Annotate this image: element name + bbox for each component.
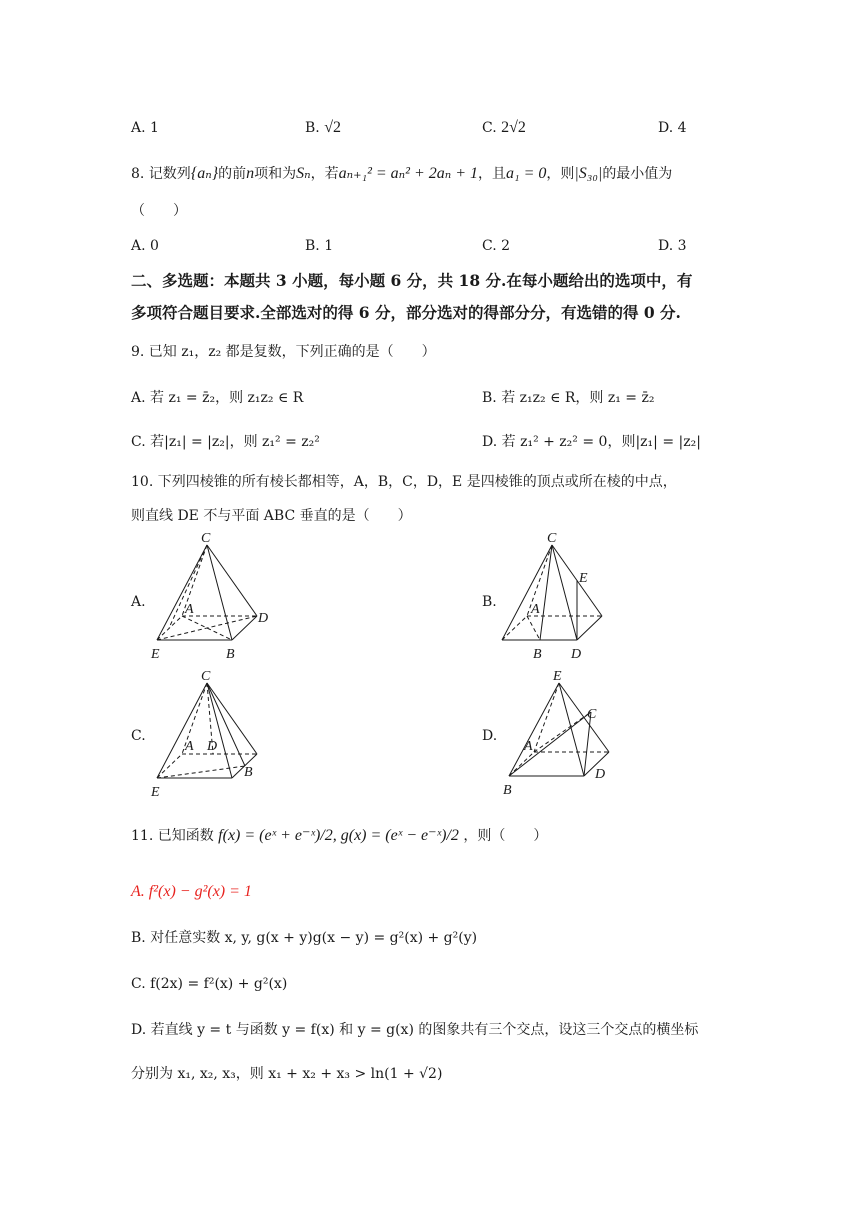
pyramid-c-vertex-b: B [244,765,253,780]
pyramid-d-vertex-c: C [587,707,597,722]
q8-paren: （ ） [131,203,187,219]
q10-option-a-label: A. [131,594,146,610]
pyramid-b-vertex-a: A [531,602,540,617]
pyramid-c-vertex-c: C [201,669,211,684]
q8-option-c: C. 2 [482,238,511,254]
q9-option-a: A. 若 z₁ = z̄₂，则 z₁z₂ ∈ R [131,390,304,406]
q10-stem-line2: 则直线 DE 不与平面 ABC 垂直的是（ ） [131,508,412,524]
q10-option-d-label: D. [482,728,498,744]
pyramid-figure-a [145,530,285,665]
q7-option-b: B. √2 [305,119,341,136]
pyramid-d-vertex-a: A [524,739,533,754]
pyramid-c-vertex-e: E [151,785,160,800]
pyramid-b-vertex-c: C [547,531,557,546]
q9-option-d: D. 若 z₁² + z₂² = 0，则|z₁| = |z₂| [482,434,701,450]
q7-option-c: C. 2√2 [482,119,526,136]
pyramid-c-vertex-d: D [207,739,218,754]
q8-option-b: B. 1 [305,238,334,254]
pyramid-figure-c [145,668,285,803]
q8-recurrence: aₙ₊₁² = aₙ² + 2aₙ + 1 [338,165,479,182]
pyramid-c-vertex-a: A [185,739,194,754]
q7-option-c-math: 2√2 [501,119,526,136]
q11-option-a: A. f²(x) − g²(x) = 1 [131,883,252,900]
q11-option-b: B. 对任意实数 x, y, g(x + y)g(x − y) = g²(x) + g²(y) [131,930,478,946]
pyramid-b-vertex-d: D [571,647,582,662]
pyramid-d-vertex-e: E [553,669,562,684]
q7-option-a: A. 1 [131,120,159,136]
q8-option-d: D. 3 [658,238,687,254]
pyramid-d-vertex-d: D [595,767,606,782]
pyramid-figure-d [495,668,635,803]
q11-option-c: C. f(2x) = f²(x) + g²(x) [131,976,288,992]
q10-option-c-label: C. [131,728,146,744]
q11-function-definitions: f(x) = (eˣ + e⁻ˣ)/2, g(x) = (eˣ − e⁻ˣ)/2 [218,827,459,844]
q11-option-d-line2: 分别为 x₁, x₂, x₃，则 x₁ + x₂ + x₃ > ln(1 + √2) [131,1066,443,1082]
q8-option-a: A. 0 [131,238,159,254]
q8-stem: 8. 记数列{aₙ}的前n项和为Sₙ，若aₙ₊₁² = aₙ² + 2aₙ + 1，且a₁ = 0，则|S₃₀|的最小值为 [131,165,673,182]
q9-stem: 9. 已知 z₁，z₂ 都是复数，下列正确的是（ ） [131,344,436,360]
q10-stem-line1: 10. 下列四棱锥的所有棱长都相等，A，B，C，D，E 是四棱锥的顶点或所在棱的中点， [131,474,677,490]
q10-option-b-label: B. [482,594,497,610]
q7-option-d: D. 4 [658,120,687,136]
pyramid-b-vertex-e: E [579,571,588,586]
pyramid-a-vertex-e: E [151,647,160,662]
q11-option-d-line1: D. 若直线 y = t 与函数 y = f(x) 和 y = g(x) 的图象共有三个交点，设这三个交点的横坐标 [131,1022,699,1038]
pyramid-a-vertex-d: D [258,611,269,626]
pyramid-a-vertex-c: C [201,531,211,546]
pyramid-d-vertex-b: B [503,783,512,798]
q11-stem: 11. 已知函数 f(x) = (eˣ + e⁻ˣ)/2, g(x) = (eˣ − e⁻ˣ)/2 ，则（ ） [131,827,548,844]
q9-option-c: C. 若|z₁| = |z₂|，则 z₁² = z₂² [131,434,320,450]
q7-option-b-math: √2 [324,119,341,136]
pyramid-figure-b [495,530,635,665]
q9-option-b: B. 若 z₁z₂ ∈ R，则 z₁ = z̄₂ [482,390,655,406]
section2-heading-line1: 二、多选题：本题共 3 小题，每小题 6 分，共 18 分.在每小题给出的选项中，有 [131,271,693,290]
pyramid-a-vertex-a: A [185,602,194,617]
pyramid-b-vertex-b: B [533,647,542,662]
pyramid-a-vertex-b: B [226,647,235,662]
section2-heading-line2: 多项符合题目要求.全部选对的得 6 分，部分选对的得部分分，有选错的得 0 分. [131,303,681,322]
